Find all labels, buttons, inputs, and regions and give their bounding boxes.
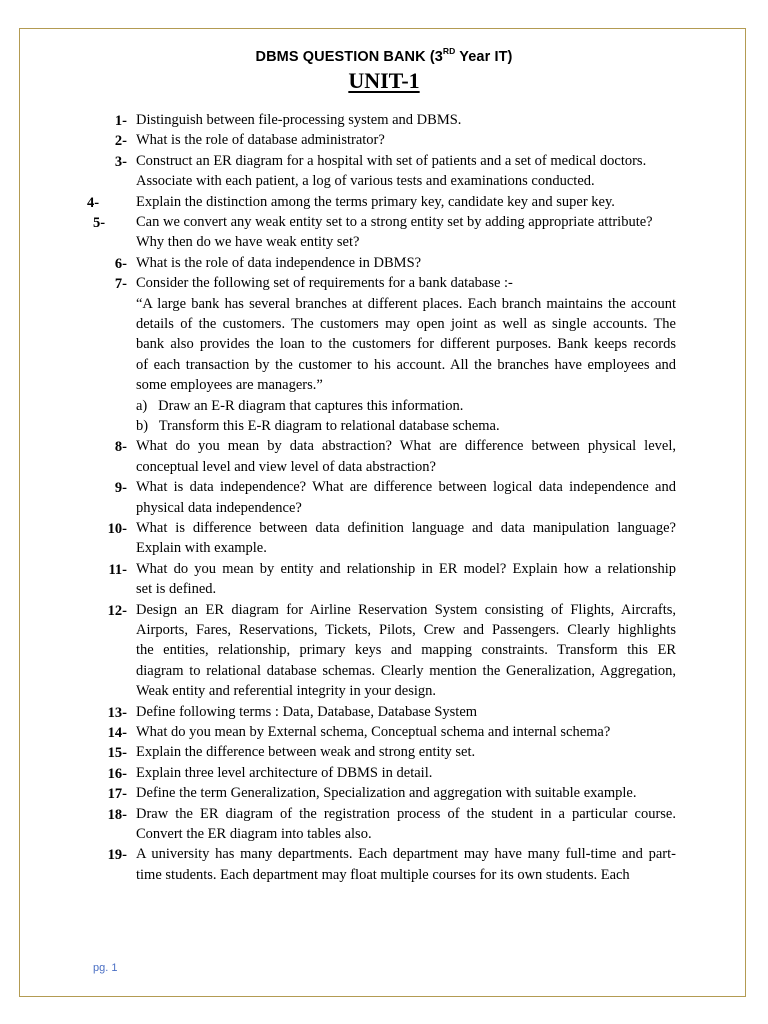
question-number: 9-	[114, 480, 127, 497]
question-text-line: Draw the ER diagram of the registration process of the student in a particular course.	[136, 805, 676, 822]
question-text-line: Distinguish between file-processing system and DBMS.	[136, 112, 462, 128]
question-number: 12-	[107, 602, 127, 619]
question-text-line: diagram to relational database schemas. Clearly mention the Generalization, Aggregation,	[136, 662, 676, 679]
question-text-line: Convert the ER diagram into tables also.	[136, 826, 372, 842]
unit-heading: UNIT-1	[348, 68, 420, 93]
question-text-line: Weak entity and referential integrity in your design.	[136, 683, 437, 700]
title-prefix: DBMS QUESTION BANK (3	[255, 48, 443, 65]
question-text-line: details of the customers. The customers may open joint as well as single accounts. The	[136, 316, 676, 332]
question-text-line: of each transaction by the customer to his account. All the branches have employees and	[136, 356, 676, 373]
question-text-line: bank also provides the loan to the customers for different purposes. Bank keeps records	[136, 336, 676, 353]
question-text-line: b) Transform this E-R diagram to relational database schema.	[136, 418, 500, 434]
question-text-line: a) Draw an E-R diagram that captures this information.	[136, 397, 464, 414]
question-text-line: What is the role of data independence in DBMS?	[136, 254, 422, 271]
question-number: 18-	[107, 806, 127, 823]
question-text-line: conceptual level and view level of data abstraction?	[136, 458, 436, 475]
question-text-line: Can we convert any weak entity set to a strong entity set by adding appropriate attribute?	[136, 214, 653, 230]
question-number: 3-	[114, 153, 127, 170]
question-number: 8-	[114, 439, 127, 456]
title-superscript: RD	[442, 46, 456, 56]
question-text-line: physical data independence?	[136, 499, 302, 516]
question-number: 5-	[93, 215, 106, 231]
question-number: 2-	[114, 133, 127, 150]
question-text-line: Define the term Generalization, Specialization and aggregation with suitable example.	[136, 785, 637, 802]
title-suffix: Year IT)	[455, 48, 513, 65]
question-text-line: some employees are managers.”	[136, 377, 323, 394]
question-text-line: Explain three level architecture of DBMS in detail.	[136, 764, 433, 781]
question-number: 6-	[114, 255, 127, 272]
question-text-line: Consider the following set of requirements for a bank database :-	[136, 275, 513, 292]
question-text-line: Explain with example.	[136, 540, 267, 557]
question-number: 11-	[108, 561, 127, 578]
question-text-line: A university has many departments. Each department may have many full-time and part-	[136, 846, 676, 863]
question-number: 14-	[107, 725, 127, 741]
question-text-line: What is data independence? What are difference between logical data independence and	[136, 479, 676, 496]
question-text-line: Associate with each patient, a log of various tests and examinations conducted.	[136, 173, 595, 190]
question-number: 19-	[107, 847, 127, 864]
page-title	[0, 47, 768, 65]
question-text-line: What do you mean by entity and relationship in ER model? Explain how a relationship	[136, 560, 676, 577]
question-text-line: set is defined.	[136, 581, 217, 598]
question-text-line: What do you mean by data abstraction? What are difference between physical level,	[136, 438, 676, 455]
question-number: 7-	[114, 276, 127, 293]
question-number: 4-	[87, 194, 100, 211]
question-text-line: What do you mean by External schema, Conceptual schema and internal schema?	[136, 724, 611, 740]
question-number: 15-	[107, 745, 127, 762]
question-text-line: time students. Each department may float multiple courses for its own students. Each	[136, 866, 630, 883]
question-text-line: What is the role of database administrator?	[136, 132, 385, 149]
question-text-line: “A large bank has several branches at different places. Each branch maintains the account	[136, 295, 676, 312]
question-text-line: What is difference between data definition language and data manipulation language?	[136, 520, 676, 536]
question-number: 17-	[107, 786, 127, 803]
page-number: pg. 1	[93, 962, 118, 974]
question-text-line: Design an ER diagram for Airline Reservation System consisting of Flights, Aircrafts,	[136, 601, 676, 618]
question-text-line: Define following terms : Data, Database, Database System	[136, 703, 478, 720]
question-text-line: Why then do we have weak entity set?	[136, 234, 360, 251]
question-number: 10-	[107, 521, 127, 537]
question-number: 16-	[107, 765, 127, 782]
question-text-line: Airports, Fares, Reservations, Tickets, Pilots, Crew and Passengers. Clearly highlights	[136, 622, 676, 638]
question-text-line: Explain the difference between weak and strong entity set.	[136, 744, 476, 761]
question-text-line: the entities, relationship, primary keys and mapping constraints. Transform this ER	[136, 642, 676, 659]
question-number: 13-	[107, 704, 127, 721]
question-text-line: Construct an ER diagram for a hospital with set of patients and a set of medical doctors.	[136, 152, 647, 169]
question-number: 1-	[114, 113, 127, 129]
question-text-line: Explain the distinction among the terms primary key, candidate key and super key.	[136, 193, 615, 210]
